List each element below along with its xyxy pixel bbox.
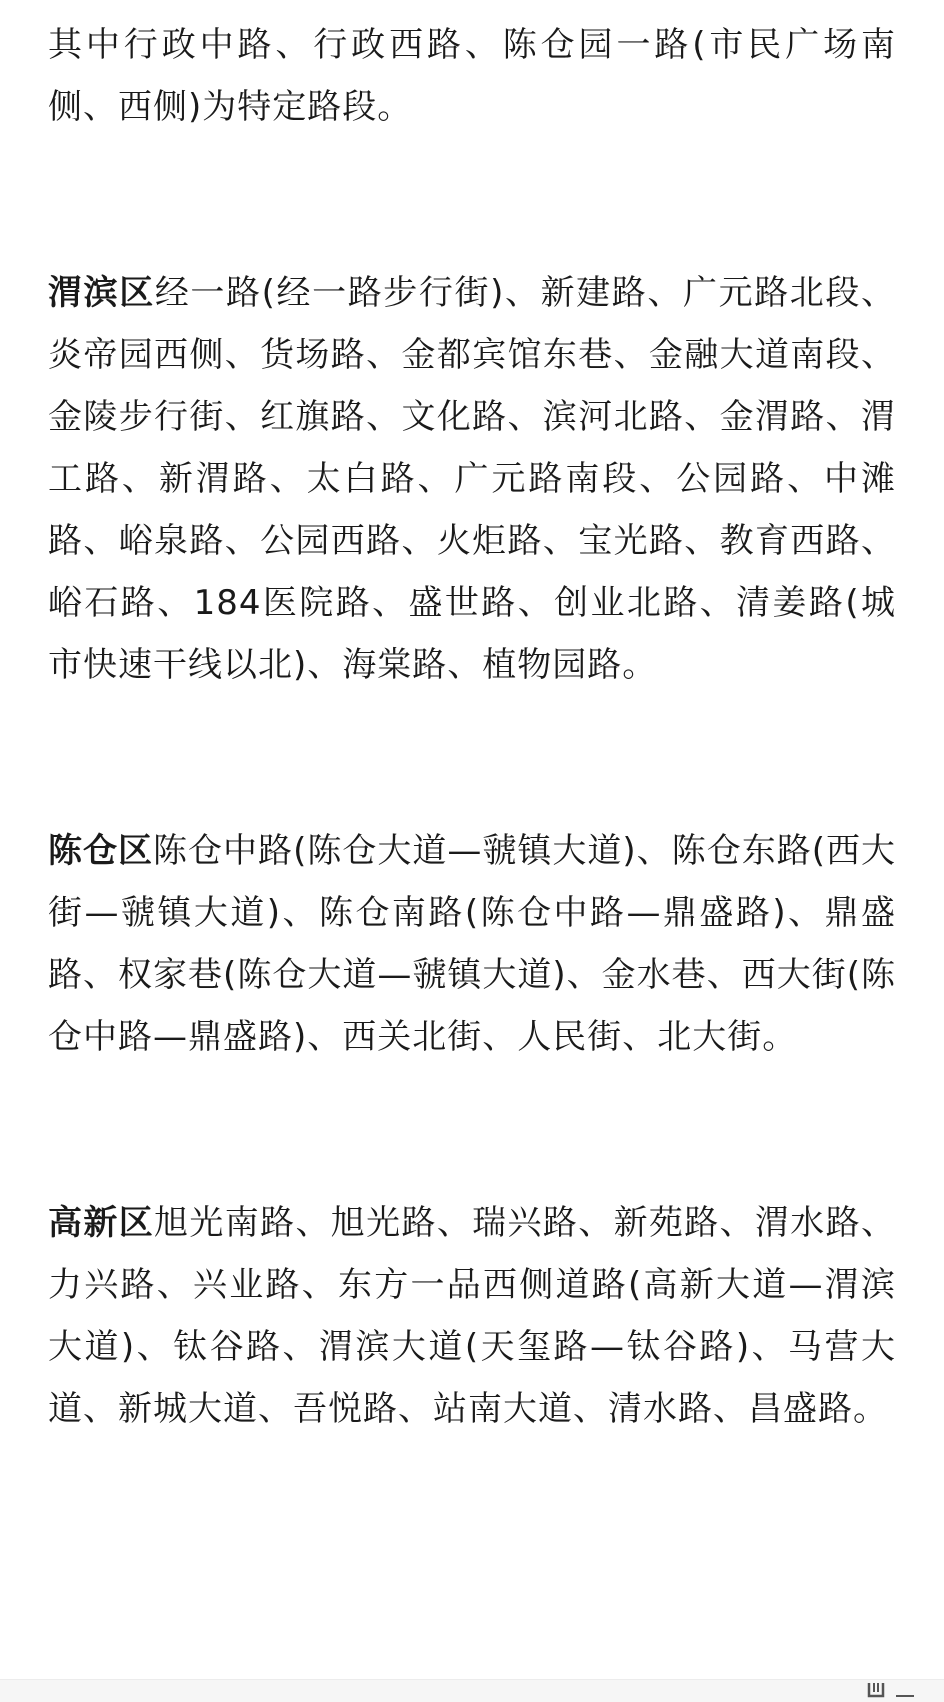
article-body — [48, 14, 896, 1440]
district-name: 陈仓区 — [48, 831, 154, 871]
district-roads: 陈仓中路(陈仓大道—虢镇大道)、陈仓东路(西大街—虢镇大道)、陈仓南路(陈仓中路—鼎盛路)、鼎盛路、权家巷(陈仓大道—虢镇大道)、金水巷、西大街(陈仓中路—鼎盛路)、西关北街、人民街、北大街。 — [48, 831, 897, 1057]
district-name: 渭滨区 — [48, 273, 155, 313]
district-paragraph-chencang — [48, 820, 896, 1068]
minimize-icon[interactable] — [894, 1682, 916, 1700]
district-paragraph-gaoxin — [48, 1192, 896, 1440]
bottom-bar — [0, 1679, 944, 1702]
district-paragraph-weibin — [48, 262, 896, 696]
window-controls — [866, 1682, 916, 1700]
collapse-icon[interactable] — [866, 1682, 886, 1700]
district-roads: 经一路(经一路步行街)、新建路、广元路北段、炎帝园西侧、货场路、金都宾馆东巷、金融大道南段、金陵步行街、红旗路、文化路、滨河北路、金渭路、渭工路、新渭路、太白路、广元路南段、公园路、中滩路、峪泉路、公园西路、火炬路、宝光路、教育西路、峪石路、184医院路、盛世路、创业北路、清姜路(城市快速干线以北)、海棠路、植物园路。 — [48, 273, 897, 685]
district-name: 高新区 — [48, 1203, 155, 1243]
intro-paragraph: 其中行政中路、行政西路、陈仓园一路(市民广场南侧、西侧)为特定路段。 — [48, 25, 896, 127]
district-roads: 旭光南路、旭光路、瑞兴路、新苑路、渭水路、力兴路、兴业路、东方一品西侧道路(高新大道—渭滨大道)、钛谷路、渭滨大道(天玺路—钛谷路)、马营大道、新城大道、吾悦路、站南大道、清水路、昌盛路。 — [48, 1203, 897, 1429]
